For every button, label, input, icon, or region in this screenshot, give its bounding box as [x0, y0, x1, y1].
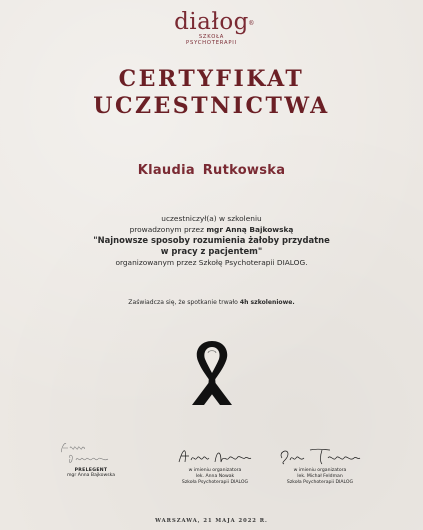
duration-statement: [0, 299, 423, 306]
certificate-title-line1: CERTYFIKAT: [118, 66, 305, 92]
signature-person: lek. Anna Nowak: [195, 474, 235, 479]
signature-person: mgr Anna Bajkowska: [66, 473, 116, 478]
place-and-date: WARSZAWA, 21 MAJA 2022 R.: [155, 518, 268, 524]
logo-subtitle-1: SZKOŁA: [198, 34, 225, 40]
school-logo: [0, 10, 423, 46]
signature-organization: Szkoła Psychoterapii DIALOG: [286, 480, 354, 485]
signature-organization: Szkoła Psychoterapii DIALOG: [181, 480, 249, 485]
registered-mark: ®: [248, 20, 255, 27]
logo-text: diałog: [174, 9, 249, 35]
handwritten-signature-lecturer: [46, 438, 136, 468]
duration-value: 4h szkoleniowe.: [239, 299, 295, 306]
certificate-body: [20, 213, 403, 268]
signature-lecturer: [46, 438, 136, 479]
duration-text: Zaświadcza się, że spotkanie trwało: [128, 299, 240, 306]
handwritten-signature-organizer-2: [270, 442, 370, 468]
mourning-ribbon-icon: [186, 333, 238, 407]
signature-person: lek. Michał Feldman: [297, 474, 343, 479]
logo-subtitle-2: PSYCHOTERAPII: [186, 40, 237, 46]
signature-organizer-1: [165, 442, 265, 486]
body-line-1: uczestniczył(a) w szkoleniu: [161, 214, 262, 223]
body-line-2-text: prowadzonym przez: [129, 225, 207, 234]
handwritten-signature-organizer-1: [165, 442, 265, 468]
signature-role: PRELEGENT: [74, 468, 108, 473]
signature-role: w imieniu organizatora: [188, 468, 242, 473]
lecturer-name: mgr Anną Bajkowską: [206, 225, 294, 234]
course-title-line1: "Najnowsze sposoby rozumienia żałoby przydatne: [93, 235, 330, 245]
signature-role: w imieniu organizatora: [293, 468, 347, 473]
organizer-line: organizowanym przez Szkołę Psychoterapii DIALOG.: [115, 258, 308, 267]
logo-wordmark: [174, 9, 255, 35]
participant-name: Klaudia Rutkowska: [137, 163, 286, 178]
certificate-title-line2: UCZESTNICTWA: [93, 93, 330, 119]
body-line-2: [20, 224, 403, 235]
signature-organizer-2: [270, 442, 370, 486]
course-title-line2: w pracy z pacjentem": [160, 246, 263, 256]
